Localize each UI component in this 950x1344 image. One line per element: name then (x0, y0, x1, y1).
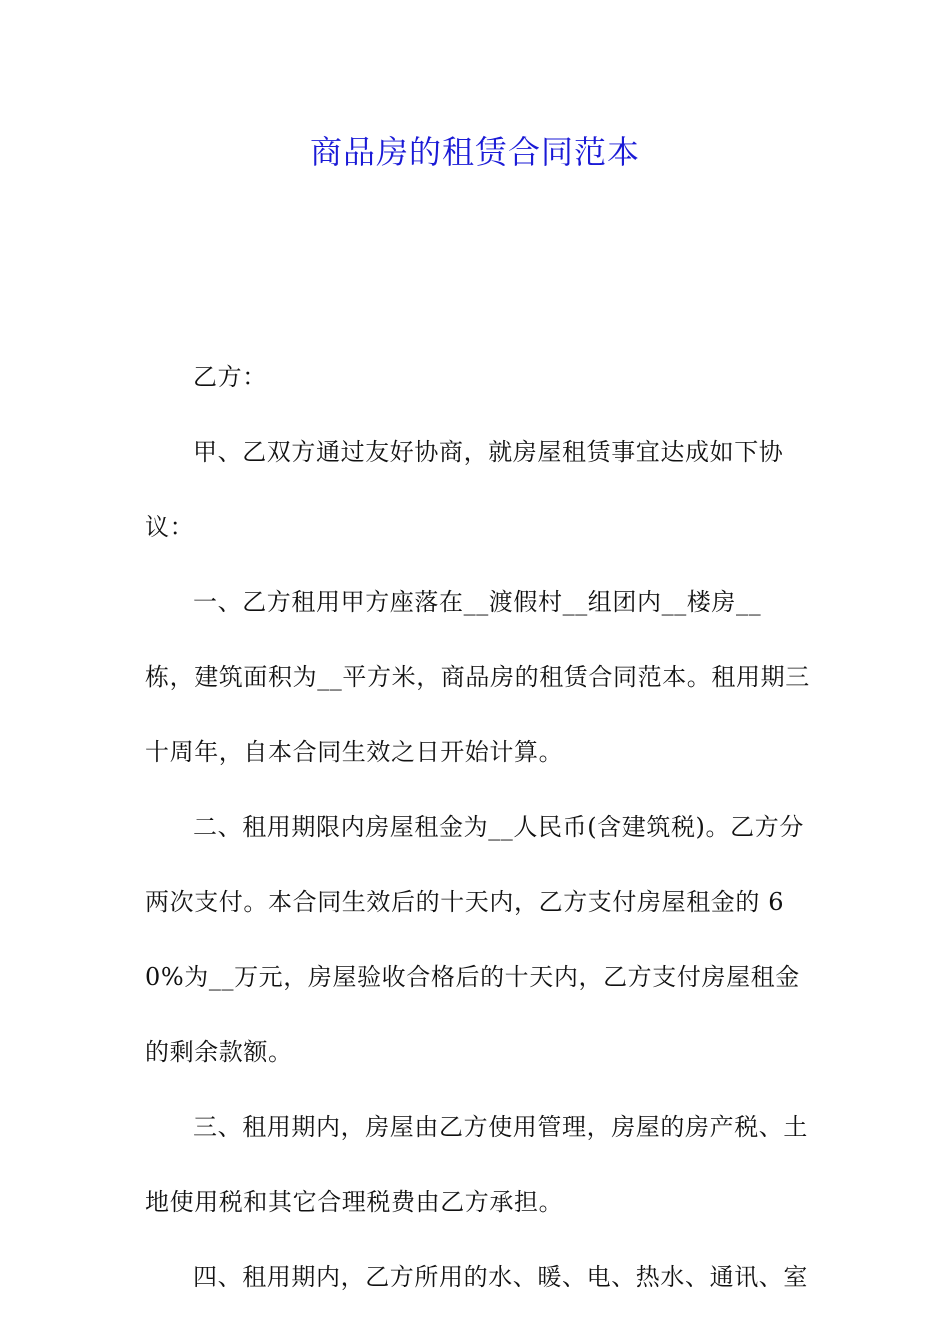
paragraph-clause-2: 二、租用期限内房屋租金为__人民币(含建筑税)。乙方分两次支付。本合同生效后的十天内，乙方支付房屋租金的 60%为__万元，房屋验收合格后的十天内，乙方支付房屋租金的剩余款额。 (145, 813, 804, 1066)
paragraph-clause-4: 四、租用期内，乙方所用的水、暖、电、热水、通讯、室 (193, 1263, 808, 1291)
paragraph-clause-1: 一、乙方租用甲方座落在__渡假村__组团内__楼房__栋，建筑面积为__平方米，商品房的租赁合同范本。租用期三十周年，自本合同生效之日开始计算。 (145, 588, 810, 766)
paragraph-preamble: 甲、乙双方通过友好协商，就房屋租赁事宜达成如下协议： (145, 438, 784, 541)
paragraph-clause-3: 三、租用期内，房屋由乙方使用管理，房屋的房产税、土地使用税和其它合理税费由乙方承担。 (145, 1113, 808, 1216)
document-title: 商品房的租赁合同范本 (309, 133, 640, 171)
paragraph-party-b: 乙方： (193, 363, 267, 391)
document-body (145, 340, 810, 1315)
